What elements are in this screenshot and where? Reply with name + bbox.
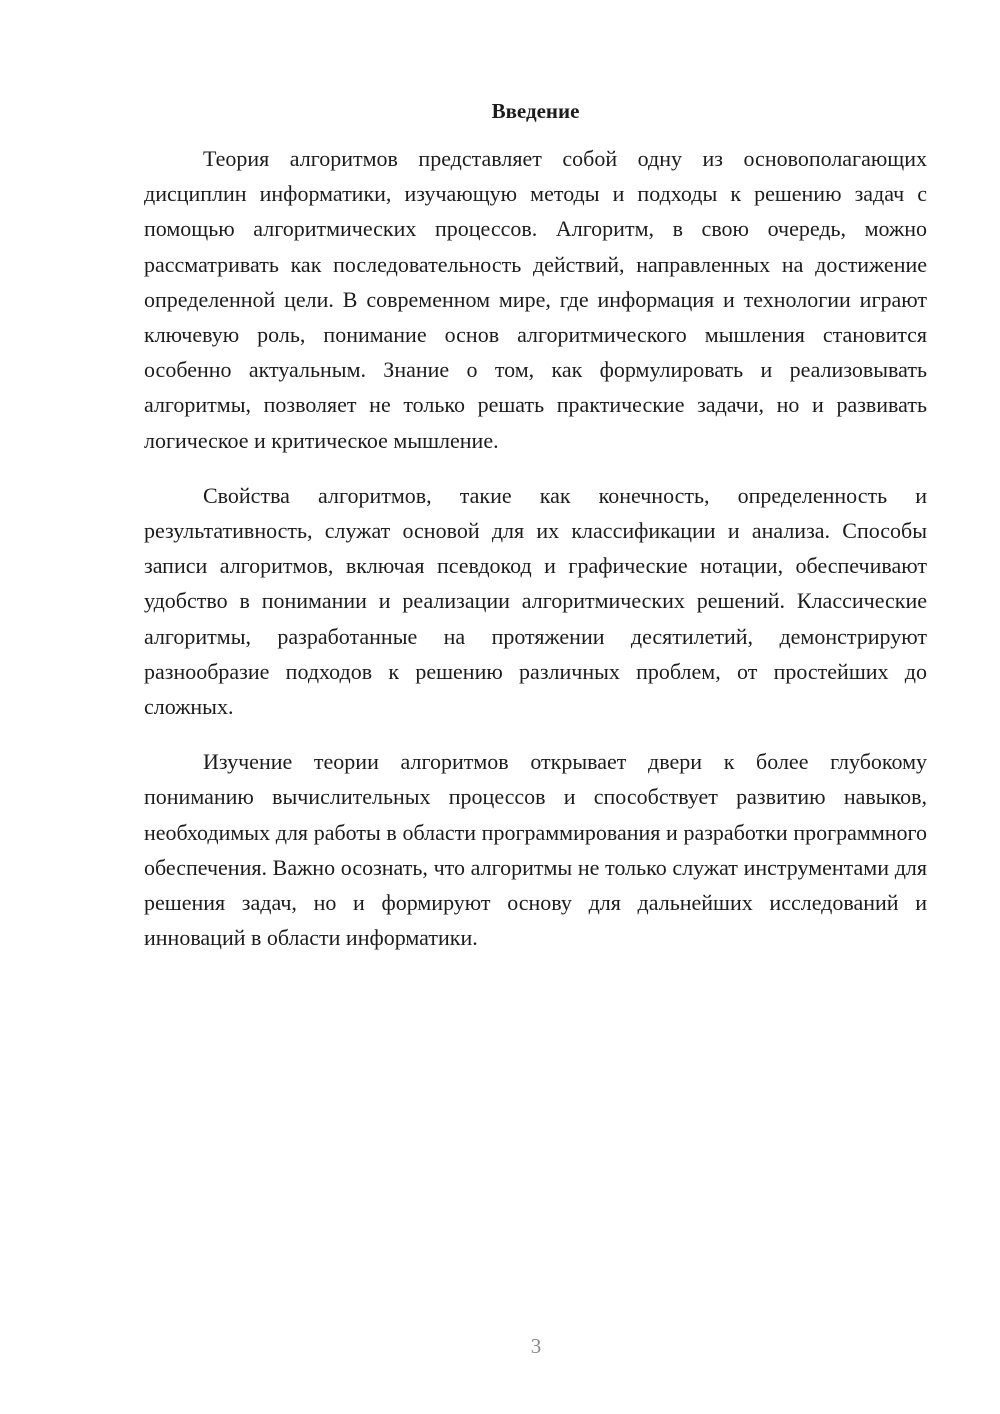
paragraph: Теория алгоритмов представляет собой одну из основополагающих дисциплин информатики, изучающую методы и подходы к решению задач с помощью алгоритмических процессов. Алгоритм, в свою очередь, можно рассматривать как последовательность действий, направленных на достижение определенной цели. В современном мире, где информация и технологии играют ключевую роль, понимание основ алгоритмического мышления становится особенно актуальным. Знание о том, как формулировать и реализовывать алгоритмы, позволяет не только решать практические задачи, но и развивать логическое и критическое мышление. (144, 146, 927, 453)
body-text (144, 141, 927, 975)
page-number: 3 (530, 1334, 542, 1358)
paragraph: Свойства алгоритмов, такие как конечность, определенность и результативность, служат основой для их классификации и анализа. Способы записи алгоритмов, включая псевдокод и графические нотации, обеспечивают удобство в понимании и реализации алгоритмических решений. Классические алгоритмы, разработанные на протяжении десятилетий, демонстрируют разнообразие подходов к решению различных проблем, от простейших до сложных. (144, 482, 927, 720)
paragraph: Изучение теории алгоритмов открывает двери к более глубокому пониманию вычислительных процессов и способствует развитию навыков, необходимых для работы в области программирования и разработки программного обеспечения. Важно осознать, что алгоритмы не только служат инструментами для решения задач, но и формируют основу для дальнейших исследований и инноваций в области информатики. (144, 749, 927, 951)
section-heading: Введение (491, 99, 580, 123)
